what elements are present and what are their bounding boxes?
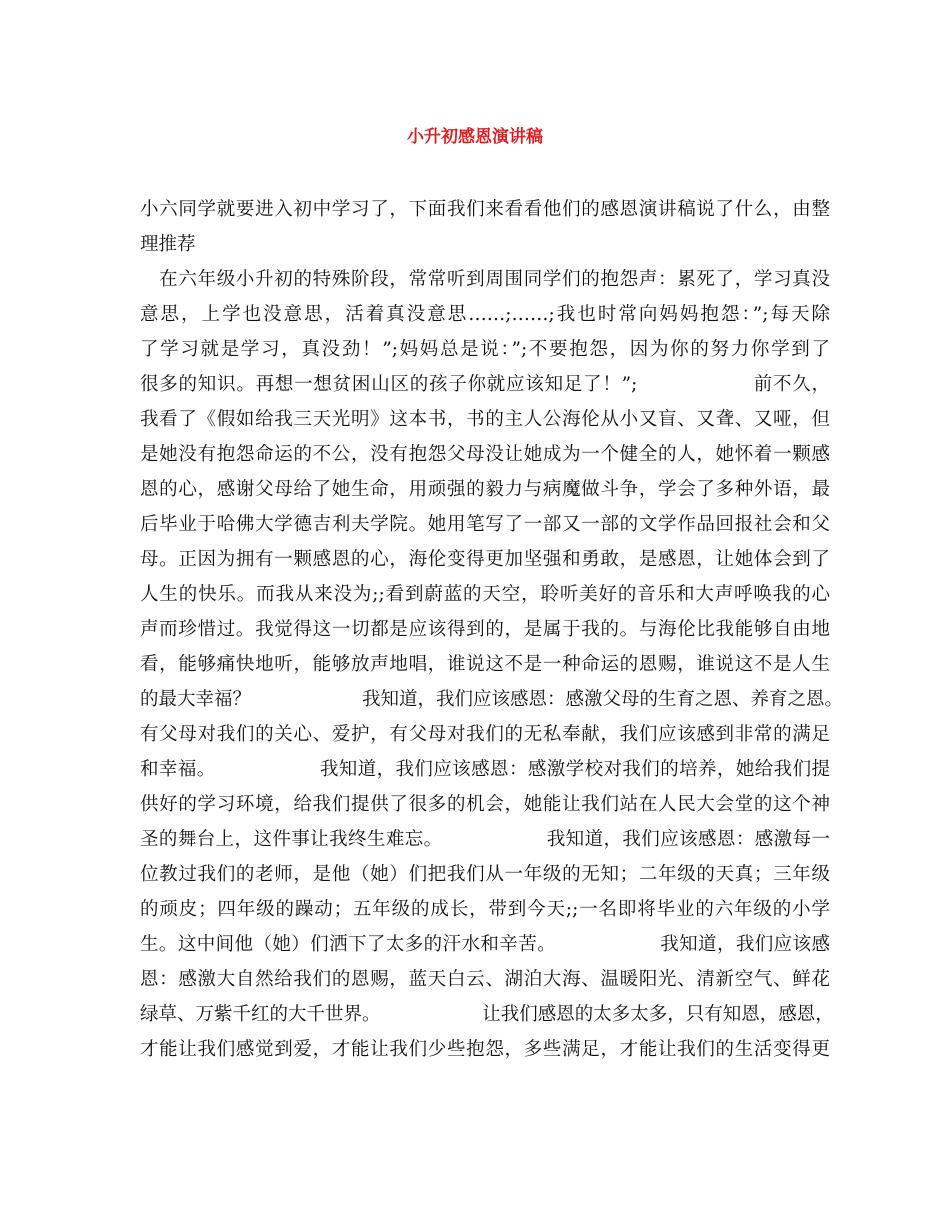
- body-line: 人生的快乐。而我从来没为;;看到蔚蓝的天空，聆听美好的音乐和大声呼唤我的心: [140, 584, 830, 605]
- body-line: 恩的心，感谢父母给了她生命，用顽强的毅力与病魔做斗争，学会了多种外语，最: [140, 479, 830, 500]
- body-line: 供好的学习环境，给我们提供了很多的机会，她能让我们站在人民大会堂的这个神: [140, 794, 830, 815]
- body-line: 是她没有抱怨命运的不公，没有抱怨父母没让她成为一个健全的人，她怀着一颗感: [140, 444, 830, 465]
- body-line: 和幸福。 我知道，我们应该感恩：感激学校对我们的培养，她给我们提: [140, 759, 830, 780]
- body-line: 的最大幸福？ 我知道，我们应该感恩：感激父母的生育之恩、养育之恩。: [140, 689, 844, 710]
- body-line: 了学习就是学习，真没劲！”;妈妈总是说：”;不要抱怨，因为你的努力你学到了: [140, 339, 830, 360]
- body-line: 圣的舞台上，这件事让我终生难忘。 我知道，我们应该感恩：感激每一: [140, 829, 830, 850]
- body-line: 绿草、万紫千红的大千世界。 让我们感恩的太多太多，只有知恩，感恩，: [140, 1004, 834, 1025]
- body-line: 在六年级小升初的特殊阶段，常常听到周围同学们的抱怨声：累死了，学习真没: [140, 269, 830, 290]
- document-body: [140, 192, 844, 1067]
- body-line: 看，能够痛快地听，能够放声地唱，谁说这不是一种命运的恩赐，谁说这不是人生: [140, 654, 830, 675]
- body-line: 母。正因为拥有一颗感恩的心，海伦变得更加坚强和勇敢，是感恩，让她体会到了: [140, 549, 830, 570]
- body-line: 很多的知识。再想一想贫困山区的孩子你就应该知足了！”; 前不久，: [140, 374, 830, 395]
- body-line: 我看了《假如给我三天光明》这本书，书的主人公海伦从小又盲、又聋、又哑，但: [140, 409, 830, 430]
- body-line: 理推荐: [140, 234, 196, 255]
- body-line: 后毕业于哈佛大学德吉利夫学院。她用笔写了一部又一部的文学作品回报社会和父: [140, 514, 830, 535]
- body-line: 小六同学就要进入初中学习了，下面我们来看看他们的感恩演讲稿说了什么，由整: [140, 199, 830, 220]
- body-line: 声而珍惜过。我觉得这一切都是应该得到的，是属于我的。与海伦比我能够自由地: [140, 619, 830, 640]
- body-line: 才能让我们感觉到爱，才能让我们少些抱怨，多些满足，才能让我们的生活变得更: [140, 1039, 830, 1060]
- body-line: 位教过我们的老师，是他（她）们把我们从一年级的无知；二年级的天真；三年级: [140, 864, 830, 885]
- body-line: 意思，上学也没意思，活着真没意思……;……;我也时常向妈妈抱怨：”;每天除: [140, 304, 830, 325]
- body-line: 的顽皮；四年级的躁动；五年级的成长，带到今天;;一名即将毕业的六年级的小学: [140, 899, 830, 920]
- body-line: 生。这中间他（她）们洒下了太多的汗水和辛苦。 我知道，我们应该感: [140, 934, 830, 955]
- body-line: 有父母对我们的关心、爱护，有父母对我们的无私奉献，我们应该感到非常的满足: [140, 724, 830, 745]
- document-title: 小升初感恩演讲稿: [407, 127, 543, 147]
- body-line: 恩：感激大自然给我们的恩赐，蓝天白云、湖泊大海、温暖阳光、清新空气、鲜花: [140, 969, 830, 990]
